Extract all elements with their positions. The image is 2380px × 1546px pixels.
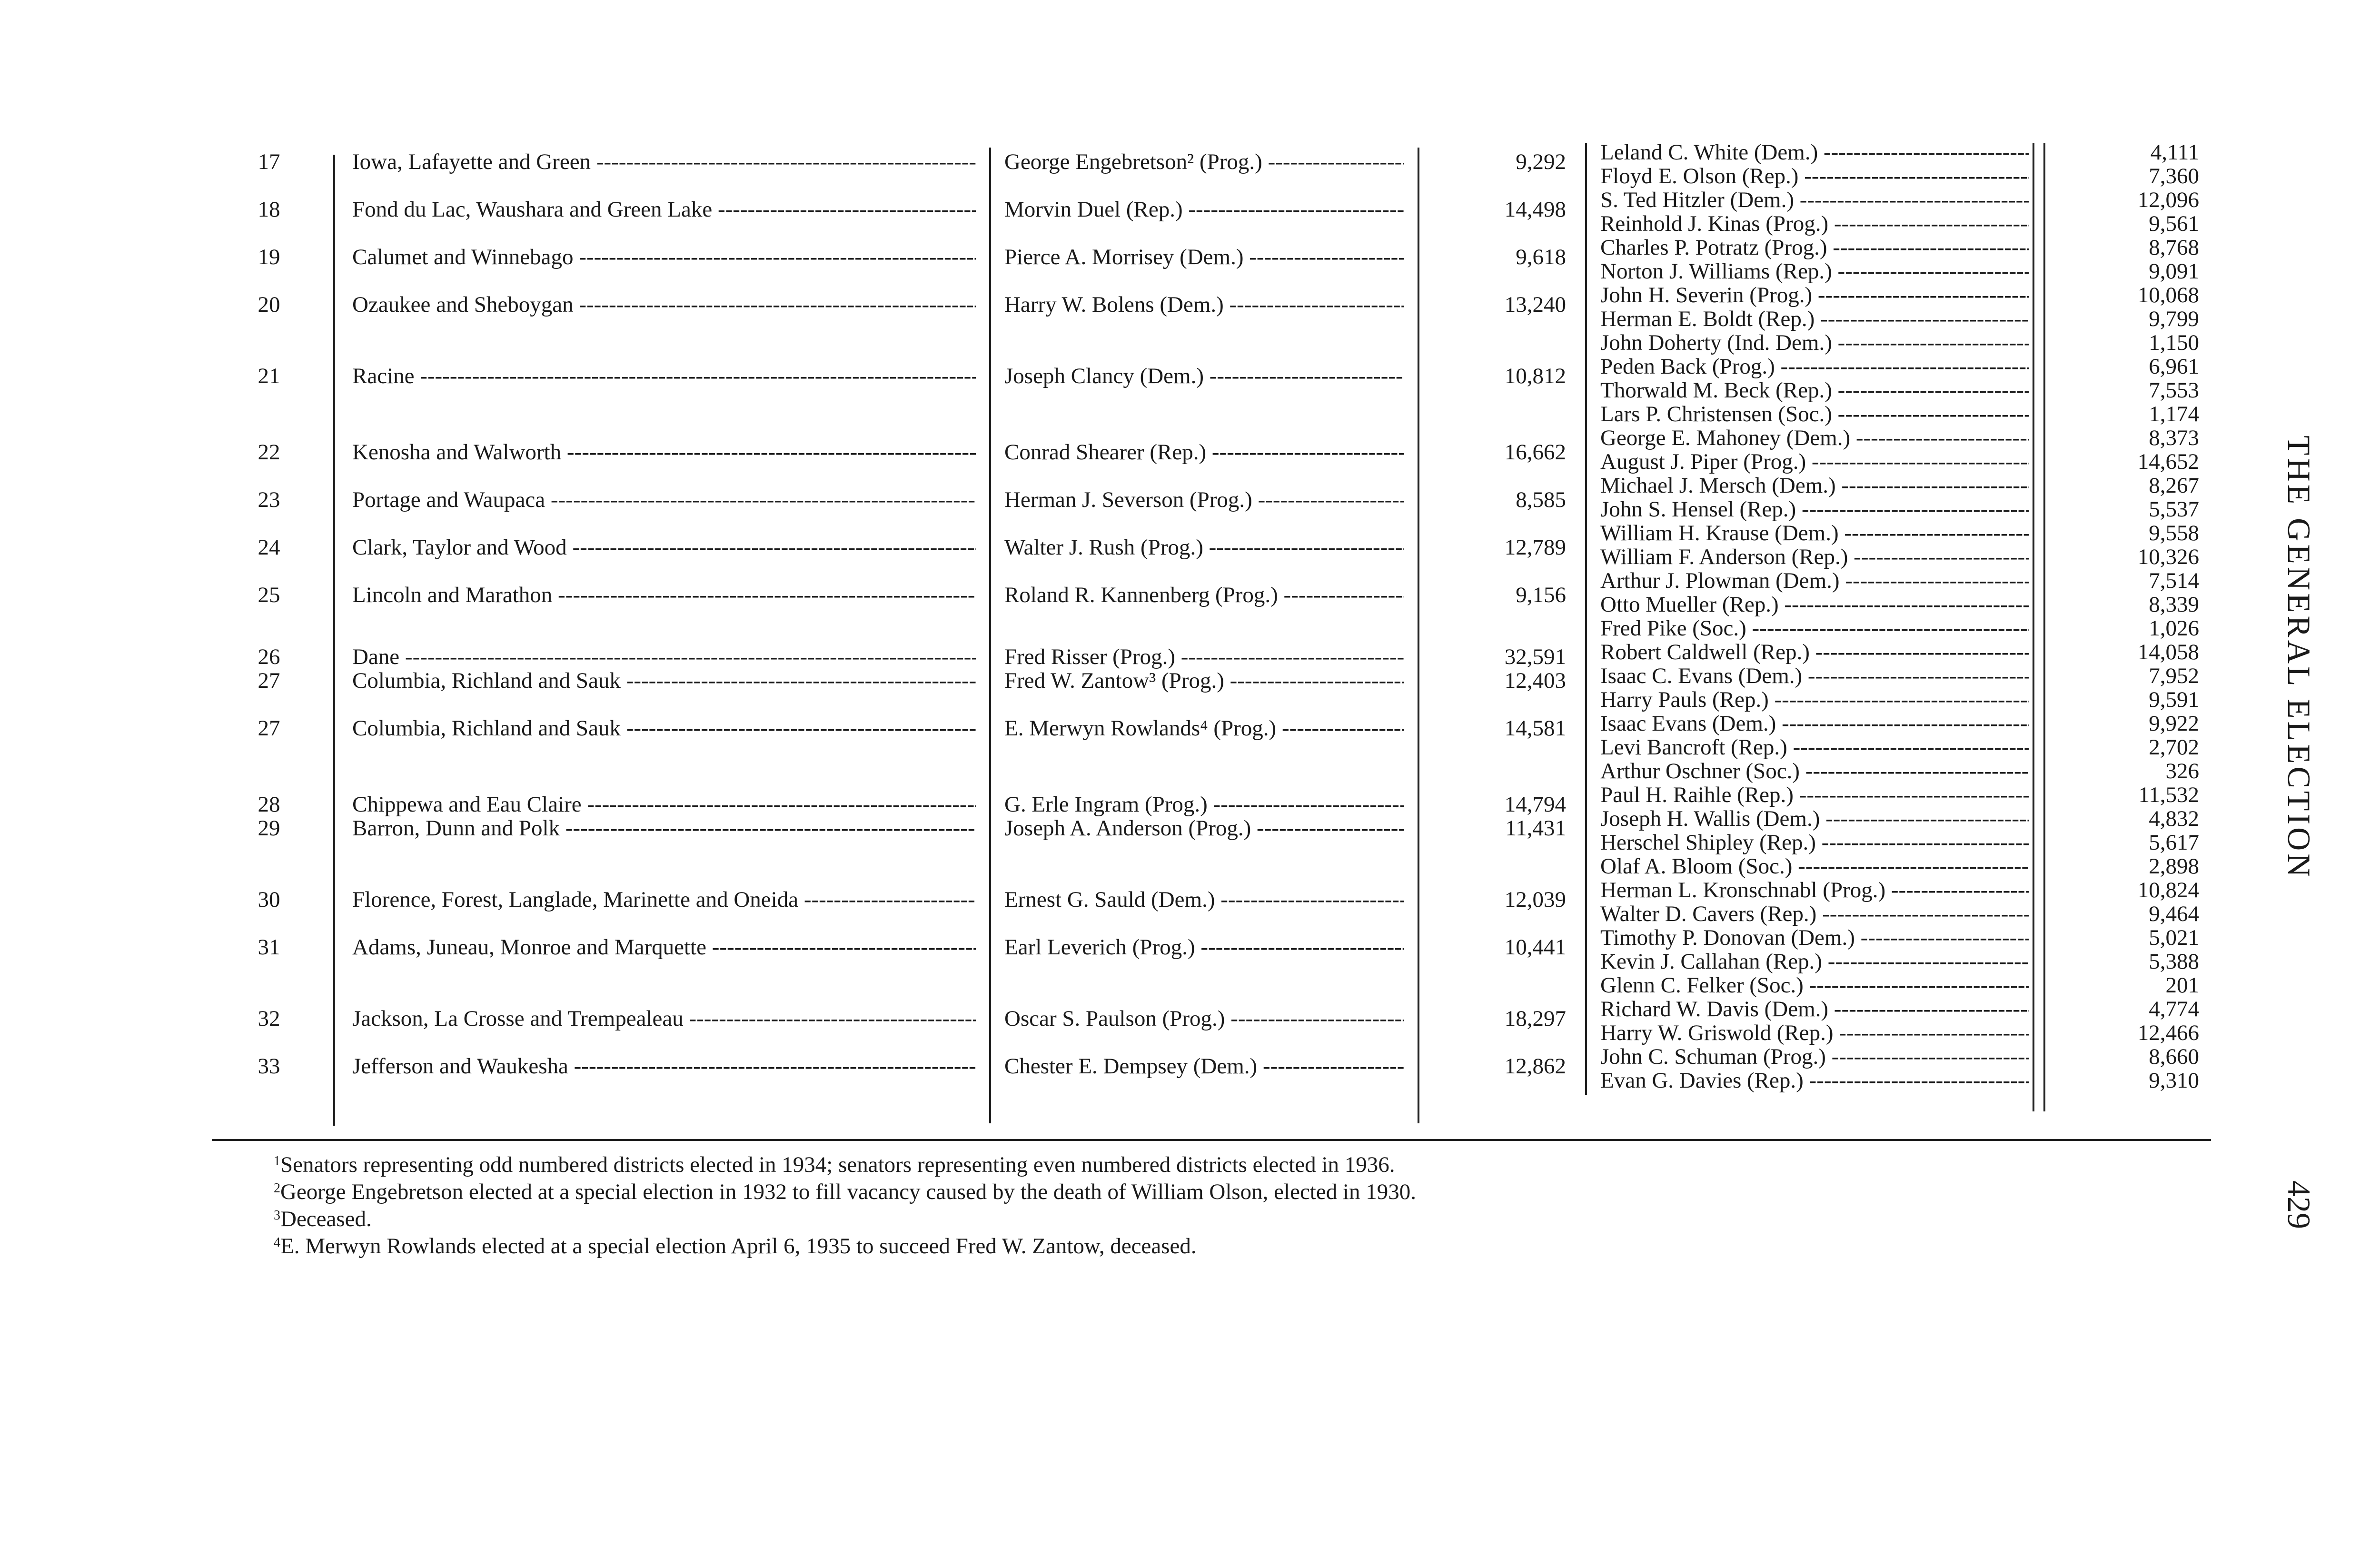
district-counties: Chippewa and Eau Claire ----- bbox=[352, 793, 976, 816]
district-counties: Dane ----- bbox=[352, 645, 976, 669]
district-counties: Kenosha and Walworth ----- bbox=[352, 440, 976, 464]
district-number: 22 bbox=[258, 440, 280, 465]
senator-votes: 18,297 bbox=[1504, 1006, 1566, 1031]
candidate-name: Walter D. Cavers (Rep.) ----- bbox=[1600, 902, 2029, 926]
senator-votes: 8,585 bbox=[1516, 487, 1566, 512]
candidate-name: Glenn C. Felker (Soc.) ----- bbox=[1600, 973, 2029, 997]
footnote bbox=[274, 1177, 2082, 1204]
district-counties: Barron, Dunn and Polk ----- bbox=[352, 816, 976, 840]
candidate-votes: 10,824 bbox=[2137, 878, 2199, 902]
senator-name: Fred Risser (Prog.) ----- bbox=[1004, 645, 1404, 669]
senator-votes: 14,581 bbox=[1504, 716, 1566, 741]
candidate-name: Thorwald M. Beck (Rep.) ----- bbox=[1600, 378, 2029, 402]
senator-votes: 12,403 bbox=[1504, 668, 1566, 693]
district-counties: Florence, Forest, Langlade, Marinette and Oneida ----- bbox=[352, 888, 976, 912]
senator-votes: 12,862 bbox=[1504, 1054, 1566, 1079]
district-number: 24 bbox=[258, 535, 280, 560]
candidate-votes: 5,537 bbox=[2149, 497, 2199, 522]
senator-votes: 14,498 bbox=[1504, 197, 1566, 222]
candidate-votes: 1,150 bbox=[2149, 330, 2199, 355]
footnote-mark: 3 bbox=[274, 1208, 280, 1223]
district-number: 26 bbox=[258, 644, 280, 669]
candidate-name: Arthur J. Plowman (Dem.) ----- bbox=[1600, 569, 2029, 593]
candidate-name: George E. Mahoney (Dem.) ----- bbox=[1600, 426, 2029, 450]
candidate-votes: 9,558 bbox=[2149, 521, 2199, 545]
senator-name: E. Merwyn Rowlands⁴ (Prog.) ----- bbox=[1004, 716, 1404, 740]
candidate-name: Levi Bancroft (Rep.) ----- bbox=[1600, 735, 2029, 759]
senator-name: George Engebretson² (Prog.) ----- bbox=[1004, 150, 1404, 174]
district-number: 33 bbox=[258, 1054, 280, 1079]
footnote bbox=[274, 1150, 2082, 1177]
candidate-votes: 7,553 bbox=[2149, 378, 2199, 403]
senator-name: G. Erle Ingram (Prog.) ----- bbox=[1004, 793, 1404, 816]
district-number: 27 bbox=[258, 668, 280, 693]
candidate-votes: 9,091 bbox=[2149, 259, 2199, 284]
senator-name: Harry W. Bolens (Dem.) ----- bbox=[1004, 293, 1404, 317]
district-counties: Portage and Waupaca ----- bbox=[352, 488, 976, 512]
candidate-votes: 14,058 bbox=[2137, 640, 2199, 664]
candidate-votes: 5,388 bbox=[2149, 949, 2199, 974]
candidate-votes: 9,464 bbox=[2149, 902, 2199, 926]
candidate-name: Otto Mueller (Rep.) ----- bbox=[1600, 593, 2029, 616]
senator-votes: 16,662 bbox=[1504, 440, 1566, 465]
district-number: 29 bbox=[258, 816, 280, 841]
candidate-votes: 9,799 bbox=[2149, 307, 2199, 331]
candidate-votes: 1,174 bbox=[2149, 402, 2199, 426]
candidate-name: John Doherty (Ind. Dem.) ----- bbox=[1600, 331, 2029, 355]
senator-name: Herman J. Severson (Prog.) ----- bbox=[1004, 488, 1404, 512]
candidate-votes: 8,267 bbox=[2149, 473, 2199, 498]
candidate-name: Richard W. Davis (Dem.) ----- bbox=[1600, 997, 2029, 1021]
footnote-text: George Engebretson elected at a special election in 1932 to fill vacancy caused by the death of William Olson, elected in 1930. bbox=[280, 1179, 1417, 1204]
candidate-name: Isaac Evans (Dem.) ----- bbox=[1600, 712, 2029, 735]
senator-name: Chester E. Dempsey (Dem.) ----- bbox=[1004, 1054, 1404, 1078]
senator-votes: 12,789 bbox=[1504, 535, 1566, 560]
district-number: 21 bbox=[258, 364, 280, 388]
district-number: 32 bbox=[258, 1006, 280, 1031]
candidate-votes: 9,310 bbox=[2149, 1068, 2199, 1093]
district-number: 28 bbox=[258, 792, 280, 817]
footnotes bbox=[274, 1150, 2082, 1258]
candidate-votes: 9,922 bbox=[2149, 711, 2199, 736]
candidate-votes: 7,952 bbox=[2149, 664, 2199, 688]
senator-votes: 32,591 bbox=[1504, 644, 1566, 669]
district-number: 30 bbox=[258, 887, 280, 912]
senator-votes: 11,431 bbox=[1505, 816, 1566, 841]
senator-votes: 14,794 bbox=[1504, 792, 1566, 817]
footnote-text: E. Merwyn Rowlands elected at a special election April 6, 1935 to succeed Fred W. Zantow, deceased. bbox=[280, 1234, 1197, 1259]
candidate-votes: 201 bbox=[2165, 973, 2199, 998]
candidate-votes: 4,832 bbox=[2149, 806, 2199, 831]
footnote-mark: 1 bbox=[274, 1154, 280, 1169]
candidate-votes: 8,768 bbox=[2149, 235, 2199, 260]
district-number: 25 bbox=[258, 583, 280, 607]
senator-votes: 10,441 bbox=[1504, 935, 1566, 960]
candidate-name: Arthur Oschner (Soc.) ----- bbox=[1600, 759, 2029, 783]
candidate-votes: 2,702 bbox=[2149, 735, 2199, 760]
senator-name: Ernest G. Sauld (Dem.) ----- bbox=[1004, 888, 1404, 912]
candidate-name: John H. Severin (Prog.) ----- bbox=[1600, 283, 2029, 307]
senator-name: Roland R. Kannenberg (Prog.) ----- bbox=[1004, 583, 1404, 607]
senator-name: Conrad Shearer (Rep.) ----- bbox=[1004, 440, 1404, 464]
candidate-votes: 1,026 bbox=[2149, 616, 2199, 641]
district-counties: Adams, Juneau, Monroe and Marquette ----- bbox=[352, 935, 976, 959]
candidate-votes: 5,617 bbox=[2149, 830, 2199, 855]
district-counties: Ozaukee and Sheboygan ----- bbox=[352, 293, 976, 317]
candidate-votes: 4,774 bbox=[2149, 997, 2199, 1021]
candidate-votes: 8,373 bbox=[2149, 426, 2199, 450]
senator-name: Joseph A. Anderson (Prog.) ----- bbox=[1004, 816, 1404, 840]
column-divider bbox=[2033, 143, 2034, 1111]
district-counties: Clark, Taylor and Wood ----- bbox=[352, 535, 976, 559]
candidate-votes: 12,096 bbox=[2137, 188, 2199, 212]
senator-name: Oscar S. Paulson (Prog.) ----- bbox=[1004, 1007, 1404, 1031]
column-divider bbox=[333, 155, 335, 1126]
candidate-votes: 9,561 bbox=[2149, 211, 2199, 236]
candidate-name: Lars P. Christensen (Soc.) ----- bbox=[1600, 402, 2029, 426]
candidate-name: Fred Pike (Soc.) ----- bbox=[1600, 616, 2029, 640]
candidate-votes: 6,961 bbox=[2149, 354, 2199, 379]
candidate-name: Leland C. White (Dem.) ----- bbox=[1600, 140, 2029, 164]
footnote-mark: 4 bbox=[274, 1235, 280, 1250]
senator-votes: 9,156 bbox=[1516, 583, 1566, 607]
candidate-name: John C. Schuman (Prog.) ----- bbox=[1600, 1045, 2029, 1069]
candidate-votes: 11,532 bbox=[2138, 783, 2199, 807]
senator-votes: 9,292 bbox=[1516, 149, 1566, 174]
candidate-votes: 4,111 bbox=[2150, 140, 2199, 165]
candidate-votes: 8,660 bbox=[2149, 1044, 2199, 1069]
candidate-name: Olaf A. Bloom (Soc.) ----- bbox=[1600, 854, 2029, 878]
candidate-name: John S. Hensel (Rep.) ----- bbox=[1600, 497, 2029, 521]
senator-name: Earl Leverich (Prog.) ----- bbox=[1004, 935, 1404, 959]
district-counties: Racine ----- bbox=[352, 364, 976, 388]
candidate-name: Michael J. Mersch (Dem.) ----- bbox=[1600, 474, 2029, 497]
candidate-name: Herman E. Boldt (Rep.) ----- bbox=[1600, 307, 2029, 331]
district-number: 18 bbox=[258, 197, 280, 222]
candidate-name: Timothy P. Donovan (Dem.) ----- bbox=[1600, 926, 2029, 950]
senator-name: Walter J. Rush (Prog.) ----- bbox=[1004, 535, 1404, 559]
candidate-votes: 8,339 bbox=[2149, 592, 2199, 617]
candidate-name: Kevin J. Callahan (Rep.) ----- bbox=[1600, 950, 2029, 973]
senator-name: Joseph Clancy (Dem.) ----- bbox=[1004, 364, 1404, 388]
senator-name: Pierce A. Morrisey (Dem.) ----- bbox=[1004, 245, 1404, 269]
candidate-votes: 2,898 bbox=[2149, 854, 2199, 879]
candidate-name: Peden Back (Prog.) ----- bbox=[1600, 355, 2029, 378]
senator-votes: 9,618 bbox=[1516, 245, 1566, 269]
candidate-votes: 7,514 bbox=[2149, 568, 2199, 593]
candidate-votes: 326 bbox=[2165, 759, 2199, 783]
senator-name: Fred W. Zantow³ (Prog.) ----- bbox=[1004, 669, 1404, 693]
candidate-name: Herschel Shipley (Rep.) ----- bbox=[1600, 831, 2029, 854]
footnote bbox=[274, 1204, 2082, 1231]
column-divider bbox=[1585, 143, 1587, 1095]
page-number: 429 bbox=[2281, 1180, 2317, 1229]
column-divider bbox=[1418, 148, 1419, 1123]
candidate-name: Isaac C. Evans (Dem.) ----- bbox=[1600, 664, 2029, 688]
candidate-votes: 10,068 bbox=[2137, 283, 2199, 307]
candidate-name: Joseph H. Wallis (Dem.) ----- bbox=[1600, 807, 2029, 831]
footnote-text: Senators representing odd numbered districts elected in 1934; senators representing even numbered districts elected in 1936. bbox=[280, 1152, 1395, 1177]
candidate-name: Charles P. Potratz (Prog.) ----- bbox=[1600, 236, 2029, 259]
candidate-name: Harry W. Griswold (Rep.) ----- bbox=[1600, 1021, 2029, 1045]
footnote-text: Deceased. bbox=[280, 1207, 372, 1231]
district-number: 19 bbox=[258, 245, 280, 269]
district-number: 27 bbox=[258, 716, 280, 741]
candidate-name: Herman L. Kronschnabl (Prog.) ----- bbox=[1600, 878, 2029, 902]
district-counties: Calumet and Winnebago ----- bbox=[352, 245, 976, 269]
candidate-name: William H. Krause (Dem.) ----- bbox=[1600, 521, 2029, 545]
footnote bbox=[274, 1231, 2082, 1258]
candidate-name: Harry Pauls (Rep.) ----- bbox=[1600, 688, 2029, 712]
district-number: 20 bbox=[258, 292, 280, 317]
candidate-name: Reinhold J. Kinas (Prog.) ----- bbox=[1600, 212, 2029, 236]
candidate-name: Paul H. Raihle (Rep.) ----- bbox=[1600, 783, 2029, 807]
candidate-votes: 12,466 bbox=[2137, 1021, 2199, 1045]
senator-votes: 13,240 bbox=[1504, 292, 1566, 317]
candidate-name: Evan G. Davies (Rep.) ----- bbox=[1600, 1069, 2029, 1092]
senator-votes: 12,039 bbox=[1504, 887, 1566, 912]
district-counties: Columbia, Richland and Sauk ----- bbox=[352, 716, 976, 740]
candidate-votes: 14,652 bbox=[2137, 449, 2199, 474]
district-counties: Fond du Lac, Waushara and Green Lake ----- bbox=[352, 198, 976, 221]
district-counties: Iowa, Lafayette and Green ----- bbox=[352, 150, 976, 174]
column-divider bbox=[2043, 143, 2045, 1111]
candidate-name: Floyd E. Olson (Rep.) ----- bbox=[1600, 164, 2029, 188]
senator-name: Morvin Duel (Rep.) ----- bbox=[1004, 198, 1404, 221]
district-number: 31 bbox=[258, 935, 280, 960]
candidate-votes: 10,326 bbox=[2137, 545, 2199, 569]
district-counties: Lincoln and Marathon ----- bbox=[352, 583, 976, 607]
district-number: 17 bbox=[258, 149, 280, 174]
candidate-votes: 5,021 bbox=[2149, 925, 2199, 950]
district-counties: Jackson, La Crosse and Trempealeau ----- bbox=[352, 1007, 976, 1031]
candidate-votes: 7,360 bbox=[2149, 164, 2199, 188]
district-number: 23 bbox=[258, 487, 280, 512]
footnote-rule bbox=[212, 1139, 2211, 1141]
candidate-votes: 9,591 bbox=[2149, 687, 2199, 712]
candidate-name: William F. Anderson (Rep.) ----- bbox=[1600, 545, 2029, 569]
candidate-name: Norton J. Williams (Rep.) ----- bbox=[1600, 259, 2029, 283]
candidate-name: Robert Caldwell (Rep.) ----- bbox=[1600, 640, 2029, 664]
running-head: THE GENERAL ELECTION bbox=[2281, 436, 2317, 880]
district-counties: Columbia, Richland and Sauk ----- bbox=[352, 669, 976, 693]
column-divider bbox=[989, 148, 991, 1123]
district-counties: Jefferson and Waukesha ----- bbox=[352, 1054, 976, 1078]
candidate-name: S. Ted Hitzler (Dem.) ----- bbox=[1600, 188, 2029, 212]
senator-votes: 10,812 bbox=[1504, 364, 1566, 388]
candidate-name: August J. Piper (Prog.) ----- bbox=[1600, 450, 2029, 474]
footnote-mark: 2 bbox=[274, 1181, 280, 1196]
